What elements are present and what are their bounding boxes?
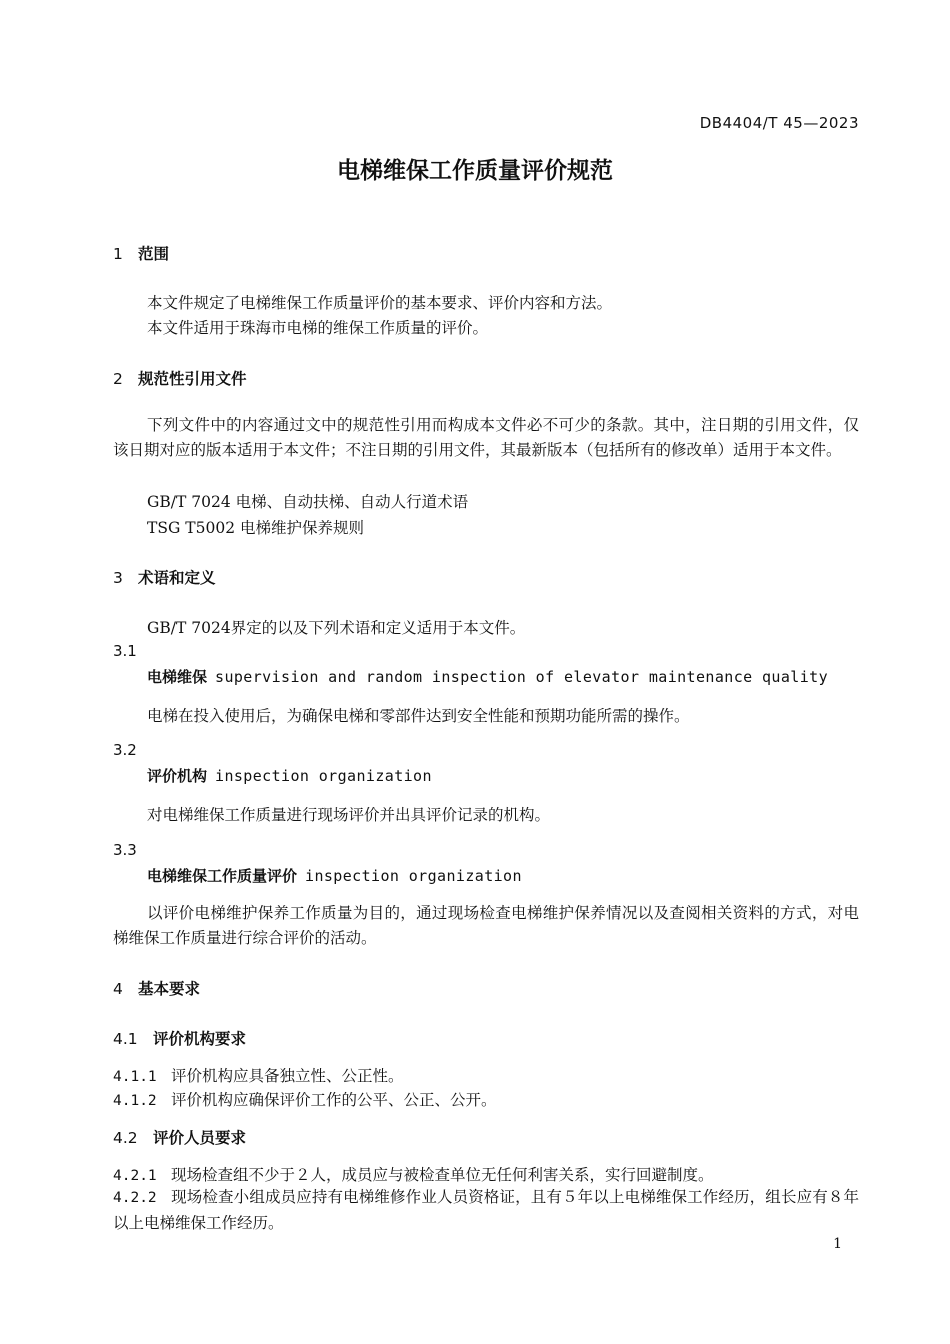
term-definition: 对电梯维保工作质量进行现场评价并出具评价记录的机构。 [147, 806, 551, 824]
clause-number: 4.2.2 [113, 1190, 157, 1206]
document-code: DB4404/T 45—2023 [699, 114, 859, 132]
document-title: 电梯维保工作质量评价规范 [337, 158, 613, 184]
section-1-heading [113, 242, 169, 264]
term-number: 3.3 [113, 841, 137, 859]
section-4-heading [113, 977, 200, 999]
paragraph: 本文件规定了电梯维保工作质量评价的基本要求、评价内容和方法。 [147, 294, 613, 312]
section-2-heading [113, 367, 247, 389]
paragraph: 下列文件中的内容通过文中的规范性引用而构成本文件必不可少的条款。其中，注日期的引用文件，仅该日期对应的版本适用于本文件；不注日期的引用文件，其最新版本（包括所有的修改单）适用于本文件。 [113, 416, 859, 459]
section-number: 4 [113, 980, 123, 998]
page-number: 1 [833, 1236, 842, 1252]
term-english: inspection organization [305, 867, 522, 885]
section-3-heading [113, 566, 216, 588]
term-number: 3.1 [113, 642, 137, 660]
section-title: 范围 [138, 245, 170, 263]
term-chinese: 评价机构 [147, 767, 208, 785]
term-english: inspection organization [215, 767, 432, 785]
paragraph: 本文件适用于珠海市电梯的维保工作质量的评价。 [147, 319, 489, 337]
reference-item: TSG T5002 电梯维护保养规则 [147, 519, 364, 537]
section-number: 2 [113, 370, 123, 388]
subsection-4-2-heading [113, 1126, 246, 1148]
clause [113, 1185, 859, 1236]
term-number: 3.2 [113, 741, 137, 759]
term-entry [147, 865, 522, 886]
reference-item: GB/T 7024 电梯、自动扶梯、自动人行道术语 [147, 493, 469, 511]
section-title: 术语和定义 [138, 569, 216, 587]
term-chinese: 电梯维保工作质量评价 [147, 867, 298, 885]
subsection-title: 评价人员要求 [153, 1129, 247, 1147]
clause [113, 1088, 497, 1110]
clause-text: 现场检查小组成员应持有电梯维修作业人员资格证，且有５年以上电梯维保工作经历，组长应有８年以上电梯维保工作经历。 [113, 1188, 859, 1232]
clause-number: 4.1.2 [113, 1093, 157, 1109]
section-title: 规范性引用文件 [138, 370, 247, 388]
clause-number: 4.1.1 [113, 1069, 157, 1085]
section-title: 基本要求 [138, 980, 201, 998]
clause [113, 1064, 404, 1086]
paragraph: GB/T 7024界定的以及下列术语和定义适用于本文件。 [147, 619, 526, 637]
term-entry [147, 666, 828, 687]
subsection-title: 评价机构要求 [153, 1030, 247, 1048]
subsection-number: 4.1 [113, 1030, 138, 1048]
term-definition: 以评价电梯维护保养工作质量为目的，通过现场检查电梯维护保养情况以及查阅相关资料的方式，对电梯维保工作质量进行综合评价的活动。 [113, 904, 859, 947]
clause [113, 1163, 714, 1185]
section-number: 3 [113, 569, 123, 587]
subsection-4-1-heading [113, 1027, 246, 1049]
clause-number: 4.2.1 [113, 1168, 157, 1184]
term-entry [147, 765, 432, 786]
subsection-number: 4.2 [113, 1129, 138, 1147]
clause-text: 现场检查组不少于２人，成员应与被检查单位无任何利害关系，实行回避制度。 [171, 1166, 714, 1184]
term-english: supervision and random inspection of elevator maintenance quality [215, 668, 829, 686]
clause-text: 评价机构应具备独立性、公正性。 [171, 1067, 404, 1085]
section-number: 1 [113, 245, 123, 263]
term-definition: 电梯在投入使用后，为确保电梯和零部件达到安全性能和预期功能所需的操作。 [147, 707, 690, 725]
clause-text: 评价机构应确保评价工作的公平、公正、公开。 [171, 1091, 497, 1109]
term-chinese: 电梯维保 [147, 668, 208, 686]
